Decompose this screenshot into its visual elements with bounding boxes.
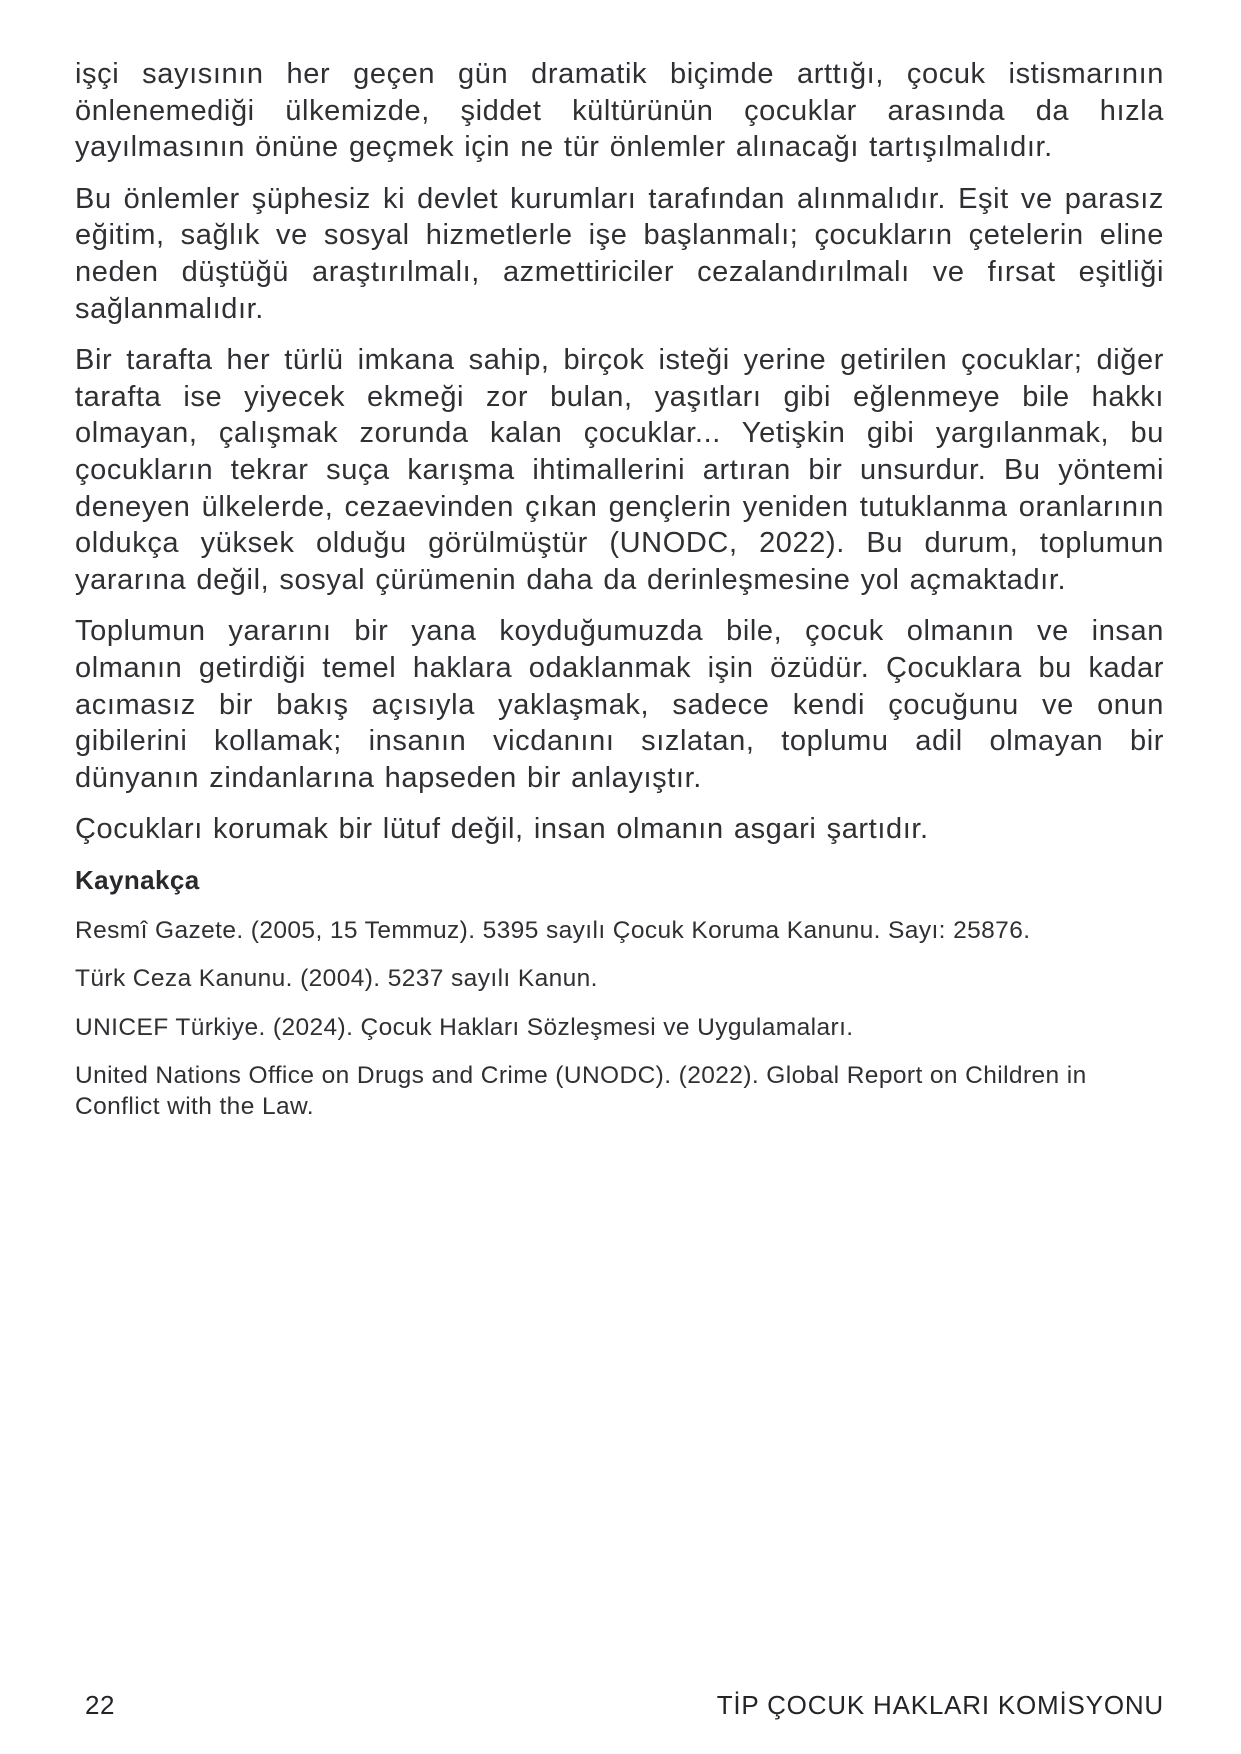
body-paragraph: Çocukları korumak bir lütuf değil, insan olmanın asgari şartıdır. (75, 813, 929, 846)
references-heading: Kaynakça (75, 864, 200, 895)
body-paragraph: Toplumun yararını bir yana koyduğumuzda bile, çocuk olmanın ve insan olmanın getirdiği temel haklara odaklanmak işin özüdür. Çocuklara bu kadar acımasız bir bakış açısıyla yaklaşmak, sadece kendi çocuğunu ve onun gibilerini kollamak; insanın vicdanını sızlatan, toplumu adil olmayan bir dünyanın zindanlarına hapseden bir anlayıştır. (75, 615, 1164, 794)
reference-entry: UNICEF Türkiye. (2024). Çocuk Hakları Sözleşmesi ve Uygulamaları. (75, 1013, 854, 1041)
text-content (75, 56, 1164, 1140)
reference-entry: United Nations Office on Drugs and Crime (UNODC). (2022). Global Report on Children in Conflict with the Law. (75, 1062, 1087, 1120)
page-number: 22 (85, 1690, 115, 1720)
body-paragraph: Bir tarafta her türlü imkana sahip, birçok isteği yerine getirilen çocuklar; diğer tarafta ise yiyecek ekmeği zor bulan, yaşıtları gibi eğlenmeye bile hakkı olmayan, çalışmak zorunda kalan çocuklar... Yetişkin gibi yargılanmak, bu çocukların tekrar suça karışma ihtimallerini artıran bir unsurdur. Bu yöntemi deneyen ülkelerde, cezaevinden çıkan gençlerin yeniden tutuklanma oranlarının oldukça yüksek olduğu görülmüştür (UNODC, 2022). Bu durum, toplumun yararına değil, sosyal çürümenin daha da derinleşmesine yol açmaktadır. (75, 344, 1164, 596)
reference-entry: Türk Ceza Kanunu. (2004). 5237 sayılı Kanun. (75, 965, 598, 993)
page-footer (85, 1690, 1164, 1721)
body-paragraph: işçi sayısının her geçen gün dramatik biçimde arttığı, çocuk istismarının önlenemediği ülkemizde, şiddet kültürünün çocuklar arasında da hızla yayılmasının önüne geçmek için ne tür önlemler alınacağı tartışılmalıdır. (75, 58, 1164, 164)
footer-organization: TİP ÇOCUK HAKLARI KOMİSYONU (716, 1690, 1164, 1720)
reference-entry: Resmî Gazete. (2005, 15 Temmuz). 5395 sayılı Çocuk Koruma Kanunu. Sayı: 25876. (75, 916, 1031, 944)
body-paragraph: Bu önlemler şüphesiz ki devlet kurumları tarafından alınmalıdır. Eşit ve parasız eğitim, sağlık ve sosyal hizmetlerle işe başlanmalı; çocukların çetelerin eline neden düştüğü araştırılmalı, azmettiriciler cezalandırılmalı ve fırsat eşitliği sağlanmalıdır. (75, 182, 1164, 325)
